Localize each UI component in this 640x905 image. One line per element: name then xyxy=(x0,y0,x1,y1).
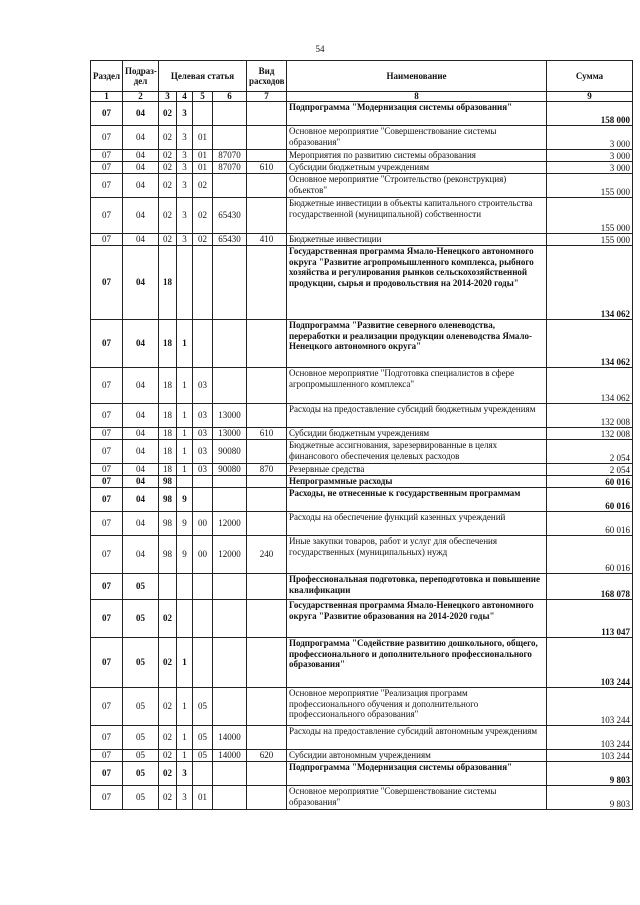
subsection-cell: 05 xyxy=(123,574,159,600)
target-code-2: 1 xyxy=(177,368,193,404)
target-code-4 xyxy=(213,688,247,726)
target-code-3: 03 xyxy=(193,404,213,428)
header-expense-type: Вид расходов xyxy=(247,61,287,92)
target-code-4: 65430 xyxy=(213,234,247,246)
table-row xyxy=(91,488,633,512)
name-cell: Основное мероприятие "Строительство (реконструкция) объектов" xyxy=(287,174,547,198)
table-body xyxy=(91,102,633,810)
target-code-1: 18 xyxy=(159,368,177,404)
target-code-1: 98 xyxy=(159,488,177,512)
expense-type-cell xyxy=(247,198,287,234)
target-code-2: 9 xyxy=(177,488,193,512)
section-cell: 07 xyxy=(91,174,123,198)
target-code-3: 01 xyxy=(193,162,213,174)
target-code-3: 00 xyxy=(193,512,213,536)
budget-table xyxy=(90,60,633,810)
target-code-4 xyxy=(213,246,247,320)
target-code-2: 3 xyxy=(177,174,193,198)
sum-cell: 158 000 xyxy=(547,102,633,126)
expense-type-cell xyxy=(247,404,287,428)
section-cell: 07 xyxy=(91,638,123,688)
sum-cell: 3 000 xyxy=(547,126,633,150)
column-number: 9 xyxy=(547,92,633,102)
table-row xyxy=(91,174,633,198)
name-cell: Иные закупки товаров, работ и услуг для обеспечения государственных (муниципальных) нужд xyxy=(287,536,547,574)
subsection-cell: 04 xyxy=(123,246,159,320)
sum-cell: 60 016 xyxy=(547,488,633,512)
table-row xyxy=(91,476,633,488)
section-cell: 07 xyxy=(91,600,123,638)
name-cell: Основное мероприятие "Подготовка специалистов в сфере агропромышленного комплекса" xyxy=(287,368,547,404)
column-number: 1 xyxy=(91,92,123,102)
target-code-1: 18 xyxy=(159,428,177,440)
section-cell: 07 xyxy=(91,440,123,464)
target-code-4 xyxy=(213,762,247,786)
expense-type-cell xyxy=(247,762,287,786)
section-cell: 07 xyxy=(91,162,123,174)
target-code-3: 03 xyxy=(193,368,213,404)
subsection-cell: 04 xyxy=(123,198,159,234)
table-row xyxy=(91,750,633,762)
sum-cell: 103 244 xyxy=(547,688,633,726)
target-code-2: 9 xyxy=(177,536,193,574)
subsection-cell: 05 xyxy=(123,688,159,726)
sum-cell: 9 803 xyxy=(547,786,633,810)
subsection-cell: 05 xyxy=(123,726,159,750)
expense-type-cell xyxy=(247,600,287,638)
target-code-1: 18 xyxy=(159,404,177,428)
expense-type-cell xyxy=(247,574,287,600)
target-code-3: 03 xyxy=(193,428,213,440)
target-code-4 xyxy=(213,488,247,512)
table-row xyxy=(91,150,633,162)
column-number: 6 xyxy=(213,92,247,102)
subsection-cell: 04 xyxy=(123,428,159,440)
table-row xyxy=(91,162,633,174)
target-code-3 xyxy=(193,476,213,488)
sum-cell: 134 062 xyxy=(547,368,633,404)
expense-type-cell xyxy=(247,786,287,810)
sum-cell: 168 078 xyxy=(547,574,633,600)
table-row xyxy=(91,786,633,810)
section-cell: 07 xyxy=(91,320,123,368)
target-code-2: 1 xyxy=(177,750,193,762)
target-code-1 xyxy=(159,574,177,600)
subsection-cell: 04 xyxy=(123,488,159,512)
table-row xyxy=(91,512,633,536)
target-code-3: 05 xyxy=(193,750,213,762)
expense-type-cell: 610 xyxy=(247,162,287,174)
target-code-4: 13000 xyxy=(213,428,247,440)
expense-type-cell xyxy=(247,126,287,150)
target-code-1: 02 xyxy=(159,600,177,638)
column-number: 5 xyxy=(193,92,213,102)
target-code-4: 87070 xyxy=(213,162,247,174)
table-row xyxy=(91,320,633,368)
target-code-1: 18 xyxy=(159,246,177,320)
target-code-1: 02 xyxy=(159,198,177,234)
page-number: 54 xyxy=(315,44,325,54)
header-sum: Сумма xyxy=(547,61,633,92)
section-cell: 07 xyxy=(91,762,123,786)
target-code-1: 18 xyxy=(159,440,177,464)
expense-type-cell: 240 xyxy=(247,536,287,574)
column-number: 7 xyxy=(247,92,287,102)
target-code-3: 05 xyxy=(193,726,213,750)
expense-type-cell xyxy=(247,150,287,162)
target-code-2: 3 xyxy=(177,102,193,126)
target-code-1: 02 xyxy=(159,162,177,174)
sum-cell: 3 000 xyxy=(547,150,633,162)
subsection-cell: 04 xyxy=(123,102,159,126)
target-code-2 xyxy=(177,476,193,488)
name-cell: Подпрограмма "Развитие северного оленеводства, переработки и реализации продукции оленеводства Ямало-Ненецкого автономного округа" xyxy=(287,320,547,368)
target-code-2: 9 xyxy=(177,512,193,536)
name-cell: Расходы на предоставление субсидий бюджетным учреждениям xyxy=(287,404,547,428)
table-row xyxy=(91,762,633,786)
sum-cell: 134 062 xyxy=(547,320,633,368)
subsection-cell: 04 xyxy=(123,126,159,150)
target-code-4 xyxy=(213,600,247,638)
table-row xyxy=(91,688,633,726)
section-cell: 07 xyxy=(91,536,123,574)
name-cell: Субсидии бюджетным учреждениям xyxy=(287,162,547,174)
table-row xyxy=(91,536,633,574)
expense-type-cell: 410 xyxy=(247,234,287,246)
subsection-cell: 04 xyxy=(123,234,159,246)
target-code-4 xyxy=(213,102,247,126)
target-code-1: 02 xyxy=(159,126,177,150)
subsection-cell: 04 xyxy=(123,320,159,368)
target-code-4 xyxy=(213,368,247,404)
target-code-2: 3 xyxy=(177,234,193,246)
sum-cell: 60 016 xyxy=(547,476,633,488)
target-code-2: 3 xyxy=(177,150,193,162)
target-code-4: 87070 xyxy=(213,150,247,162)
target-code-3 xyxy=(193,320,213,368)
target-code-3 xyxy=(193,246,213,320)
section-cell: 07 xyxy=(91,428,123,440)
target-code-4: 12000 xyxy=(213,536,247,574)
section-cell: 07 xyxy=(91,476,123,488)
target-code-3: 02 xyxy=(193,174,213,198)
target-code-1: 98 xyxy=(159,512,177,536)
subsection-cell: 05 xyxy=(123,762,159,786)
table-row xyxy=(91,368,633,404)
expense-type-cell xyxy=(247,102,287,126)
target-code-2: 1 xyxy=(177,464,193,476)
subsection-cell: 04 xyxy=(123,404,159,428)
table-row xyxy=(91,574,633,600)
target-code-1: 02 xyxy=(159,786,177,810)
target-code-4: 13000 xyxy=(213,404,247,428)
target-code-4: 65430 xyxy=(213,198,247,234)
target-code-2: 3 xyxy=(177,162,193,174)
target-code-4 xyxy=(213,786,247,810)
target-code-2: 3 xyxy=(177,198,193,234)
target-code-3 xyxy=(193,102,213,126)
target-code-3: 01 xyxy=(193,786,213,810)
expense-type-cell: 610 xyxy=(247,428,287,440)
sum-cell: 103 244 xyxy=(547,638,633,688)
target-code-2: 1 xyxy=(177,440,193,464)
target-code-1: 02 xyxy=(159,638,177,688)
target-code-1: 18 xyxy=(159,320,177,368)
target-code-1: 02 xyxy=(159,150,177,162)
section-cell: 07 xyxy=(91,234,123,246)
subsection-cell: 04 xyxy=(123,368,159,404)
section-cell: 07 xyxy=(91,102,123,126)
sum-cell: 9 803 xyxy=(547,762,633,786)
target-code-3 xyxy=(193,762,213,786)
target-code-2: 3 xyxy=(177,126,193,150)
section-cell: 07 xyxy=(91,126,123,150)
name-cell: Расходы на предоставление субсидий автономным учреждениям xyxy=(287,726,547,750)
sum-cell: 132 008 xyxy=(547,428,633,440)
expense-type-cell xyxy=(247,440,287,464)
section-cell: 07 xyxy=(91,464,123,476)
subsection-cell: 04 xyxy=(123,162,159,174)
target-code-4: 14000 xyxy=(213,750,247,762)
name-cell: Подпрограмма "Модернизация системы образования" xyxy=(287,762,547,786)
target-code-2 xyxy=(177,600,193,638)
table-row xyxy=(91,600,633,638)
subsection-cell: 04 xyxy=(123,464,159,476)
target-code-3: 05 xyxy=(193,688,213,726)
subsection-cell: 04 xyxy=(123,150,159,162)
column-number: 4 xyxy=(177,92,193,102)
header-section: Раздел xyxy=(91,61,123,92)
section-cell: 07 xyxy=(91,786,123,810)
expense-type-cell xyxy=(247,512,287,536)
subsection-cell: 04 xyxy=(123,536,159,574)
sum-cell: 60 016 xyxy=(547,512,633,536)
expense-type-cell xyxy=(247,488,287,512)
subsection-cell: 04 xyxy=(123,476,159,488)
column-number: 2 xyxy=(123,92,159,102)
target-code-3: 00 xyxy=(193,536,213,574)
name-cell: Основное мероприятие "Реализация программ профессионального обучения и дополнительного профессионального образования" xyxy=(287,688,547,726)
subsection-cell: 05 xyxy=(123,750,159,762)
target-code-4 xyxy=(213,638,247,688)
header-target: Целевая статья xyxy=(159,61,247,92)
target-code-4 xyxy=(213,126,247,150)
target-code-1: 02 xyxy=(159,174,177,198)
section-cell: 07 xyxy=(91,750,123,762)
section-cell: 07 xyxy=(91,512,123,536)
target-code-1: 98 xyxy=(159,536,177,574)
target-code-1: 02 xyxy=(159,234,177,246)
header-name: Наименование xyxy=(287,61,547,92)
sum-cell: 134 062 xyxy=(547,246,633,320)
subsection-cell: 05 xyxy=(123,600,159,638)
section-cell: 07 xyxy=(91,368,123,404)
sum-cell: 103 244 xyxy=(547,726,633,750)
name-cell: Расходы, не отнесенные к государственным программам xyxy=(287,488,547,512)
sum-cell: 155 000 xyxy=(547,174,633,198)
name-cell: Непрограммные расходы xyxy=(287,476,547,488)
expense-type-cell xyxy=(247,638,287,688)
target-code-2: 1 xyxy=(177,404,193,428)
table-row xyxy=(91,440,633,464)
name-cell: Субсидии бюджетным учреждениям xyxy=(287,428,547,440)
target-code-4 xyxy=(213,320,247,368)
header-subsection: Подраз-дел xyxy=(123,61,159,92)
table-row xyxy=(91,126,633,150)
sum-cell: 2 054 xyxy=(547,464,633,476)
target-code-2: 1 xyxy=(177,726,193,750)
sum-cell: 155 000 xyxy=(547,198,633,234)
expense-type-cell xyxy=(247,476,287,488)
expense-type-cell xyxy=(247,174,287,198)
expense-type-cell: 870 xyxy=(247,464,287,476)
table-row xyxy=(91,102,633,126)
name-cell: Государственная программа Ямало-Ненецкого автономного округа "Развитие образования на 2014-2020 годы" xyxy=(287,600,547,638)
section-cell: 07 xyxy=(91,198,123,234)
target-code-2: 1 xyxy=(177,688,193,726)
sum-cell: 113 047 xyxy=(547,600,633,638)
sum-cell: 2 054 xyxy=(547,440,633,464)
table-row xyxy=(91,234,633,246)
expense-type-cell xyxy=(247,368,287,404)
target-code-3: 01 xyxy=(193,150,213,162)
table-row xyxy=(91,638,633,688)
table-row xyxy=(91,198,633,234)
table-row xyxy=(91,428,633,440)
target-code-3: 01 xyxy=(193,126,213,150)
section-cell: 07 xyxy=(91,688,123,726)
subsection-cell: 04 xyxy=(123,174,159,198)
section-cell: 07 xyxy=(91,726,123,750)
name-cell: Профессиональная подготовка, переподготовка и повышение квалификации xyxy=(287,574,547,600)
section-cell: 07 xyxy=(91,150,123,162)
target-code-1: 98 xyxy=(159,476,177,488)
target-code-1: 02 xyxy=(159,762,177,786)
expense-type-cell xyxy=(247,320,287,368)
column-number-row xyxy=(91,92,633,102)
name-cell: Расходы на обеспечение функций казенных учреждений xyxy=(287,512,547,536)
target-code-1: 02 xyxy=(159,102,177,126)
target-code-3 xyxy=(193,600,213,638)
target-code-3: 03 xyxy=(193,440,213,464)
target-code-3: 02 xyxy=(193,198,213,234)
column-number: 3 xyxy=(159,92,177,102)
section-cell: 07 xyxy=(91,488,123,512)
name-cell: Резервные средства xyxy=(287,464,547,476)
target-code-4 xyxy=(213,476,247,488)
name-cell: Подпрограмма "Содействие развитию дошкольного, общего, профессионального и дополнительного профессионального образования" xyxy=(287,638,547,688)
target-code-4: 12000 xyxy=(213,512,247,536)
sum-cell: 3 000 xyxy=(547,162,633,174)
target-code-3 xyxy=(193,574,213,600)
sum-cell: 60 016 xyxy=(547,536,633,574)
target-code-3: 02 xyxy=(193,234,213,246)
header-row xyxy=(91,61,633,92)
column-number: 8 xyxy=(287,92,547,102)
expense-type-cell xyxy=(247,688,287,726)
section-cell: 07 xyxy=(91,246,123,320)
target-code-4: 14000 xyxy=(213,726,247,750)
table-row xyxy=(91,726,633,750)
target-code-1: 18 xyxy=(159,464,177,476)
subsection-cell: 05 xyxy=(123,786,159,810)
section-cell: 07 xyxy=(91,404,123,428)
subsection-cell: 04 xyxy=(123,512,159,536)
subsection-cell: 05 xyxy=(123,638,159,688)
name-cell: Подпрограмма "Модернизация системы образования" xyxy=(287,102,547,126)
name-cell: Мероприятия по развитию системы образования xyxy=(287,150,547,162)
expense-type-cell xyxy=(247,246,287,320)
target-code-4: 90080 xyxy=(213,464,247,476)
target-code-2 xyxy=(177,246,193,320)
expense-type-cell: 620 xyxy=(247,750,287,762)
table-row xyxy=(91,404,633,428)
subsection-cell: 04 xyxy=(123,440,159,464)
sum-cell: 132 008 xyxy=(547,404,633,428)
target-code-2: 1 xyxy=(177,320,193,368)
name-cell: Государственная программа Ямало-Ненецкого автономного округа "Развитие агропромышленного комплекса, рыбного хозяйства и регулирования рынков сельскохозяйственной продукции, сырья и продовольствия на 2014-2020 годы" xyxy=(287,246,547,320)
target-code-1: 02 xyxy=(159,726,177,750)
name-cell: Основное мероприятие "Совершенствование системы образования" xyxy=(287,786,547,810)
target-code-4: 90080 xyxy=(213,440,247,464)
target-code-1: 02 xyxy=(159,750,177,762)
name-cell: Бюджетные инвестиции в объекты капитального строительства государственной (муниципальной) собственности xyxy=(287,198,547,234)
table-row xyxy=(91,464,633,476)
table-row xyxy=(91,246,633,320)
name-cell: Бюджетные ассигнования, зарезервированные в целях финансового обеспечения целевых расходов xyxy=(287,440,547,464)
target-code-2: 1 xyxy=(177,638,193,688)
target-code-1: 02 xyxy=(159,688,177,726)
target-code-3: 03 xyxy=(193,464,213,476)
target-code-4 xyxy=(213,174,247,198)
target-code-4 xyxy=(213,574,247,600)
name-cell: Субсидии автономным учреждениям xyxy=(287,750,547,762)
target-code-2: 3 xyxy=(177,762,193,786)
target-code-2: 3 xyxy=(177,786,193,810)
sum-cell: 103 244 xyxy=(547,750,633,762)
sum-cell: 155 000 xyxy=(547,234,633,246)
target-code-3 xyxy=(193,488,213,512)
name-cell: Бюджетные инвестиции xyxy=(287,234,547,246)
target-code-3 xyxy=(193,638,213,688)
target-code-2 xyxy=(177,574,193,600)
section-cell: 07 xyxy=(91,574,123,600)
target-code-2: 1 xyxy=(177,428,193,440)
name-cell: Основное мероприятие "Совершенствование системы образования" xyxy=(287,126,547,150)
expense-type-cell xyxy=(247,726,287,750)
